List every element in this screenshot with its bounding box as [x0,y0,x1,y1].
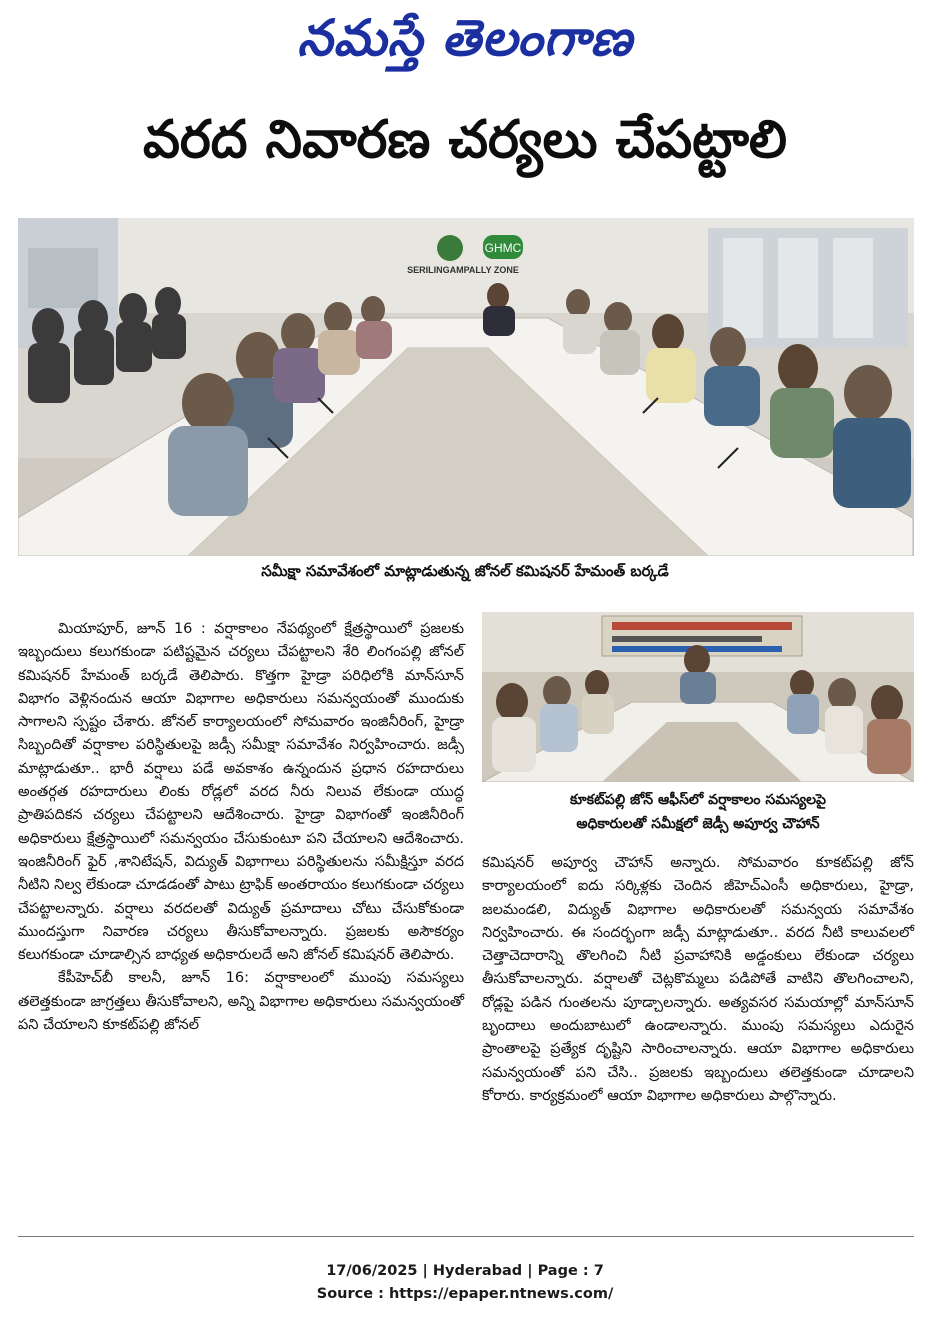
article-paragraph: కమిషనర్ అపూర్వ చౌహాన్ అన్నారు. సోమవారం కూకట్‌పల్లి జోన్ కార్యాలయంలో ఐదు సర్కిళ్లకు చెందిన జీహెచ్‌ఎంసీ అధికారులు, హైడ్రా, జలమండలి, విద్యుత్ విభాగాల అధికారులతో సమన్వయ సమావేశం నిర్వహించారు. ఈ సందర్భంగా జడ్సీ మాట్లాడుతూ.. వరద నీటి కాలువలలో చెత్తాచెదారాన్ని తొలగించి నీటి ప్రవాహానికి అడ్డంకులు లేకుండా చర్యలు తీసుకోవాలన్నారు. వర్షాలతో చెట్లకొమ్మలు పడిపోతే వాటిని తొలగించాలని, రోడ్లపై పడిన గుంతలను పూడ్చాలన్నారు. అత్యవసర సమయాల్లో మాన్‌సూన్ బృందాలు అందుబాటులో ఉండాలన్నారు. ముంపు సమస్యలు ఎదురైన ప్రాంతాలపై ప్రత్యేక దృష్టిని సారించాలన్నారు. ఆయా విభాగాల అధికారులు సమన్వయంతో పని చేసి.. ప్రజలకు ఇబ్బందులు తలెత్తకుండా చూడాలని కోరారు. కార్యక్రమంలో ఆయా విభాగాల అధికారులు పాల్గొన్నారు. [482,855,914,1104]
main-photo-caption: సమీక్షా సమావేశంలో మాట్లాడుతున్న జోనల్ కమిషనర్ హేమంత్ బర్కడే [261,562,669,580]
ghmc-logo: GHMC [484,241,522,255]
article-paragraph: కేపీహెచ్‌బీ కాలనీ, జూన్ 16: వర్షాకాలంలో ముంపు సమస్యలు తలెత్తకుండా జాగ్రత్తలు తీసుకోవాలని, అన్ని విభాగాల అధికారులు సమన్వయంతో పని చేయాలని కూకట్‌పల్లి జోనల్ [18,970,464,1034]
footer-date-line: 17/06/2025 | Hyderabad | Page : 7 [326,1263,604,1279]
kukatpally-meeting-photo [482,612,914,782]
side-caption-line1: కూకట్‌పల్లి జోన్ ఆఫీస్‌లో వర్షాకాలం సమస్యలపై [570,792,826,808]
headline: వరద నివారణ చర్యలు చేపట్టాలి [142,110,788,170]
side-caption-line2: అధికారులతో సమీక్షలో జెడ్సీ అపూర్వ చౌహాన్ [576,816,820,832]
side-photo-caption [482,788,914,836]
footer-divider [18,1236,914,1237]
article-column-right [482,852,914,1108]
article-column-left [18,618,464,1037]
footer-source-line: Source : https://epaper.ntnews.com/ [316,1286,614,1302]
zone-label: SERILINGAMPALLY ZONE [407,265,519,275]
article-paragraph: మియాపూర్, జూన్ 16 : వర్షాకాలం నేపథ్యంలో క్షేత్రస్థాయిలో ప్రజలకు ఇబ్బందులు కలుగకుండా పటిష్టమైన చర్యలు చేపట్టాలని శేరి లింగంపల్లి జోనల్ కమిషనర్ హేమంత్ బర్కడే తెలిపారు. కొత్తగా హైడ్రా పరిధిలోకి మాన్‌సూన్ విభాగం వెళ్లినందున ఆయా విభాగాల అధికారులు సమన్వయంతో ముందుకు సాగాలని స్పష్టం చేశారు. జోనల్ కార్యాలయంలో సోమవారం ఇంజినీరింగ్, హైడ్రా సిబ్బందితో వర్షాకాల పరిస్థితులపై జడ్సీ సమీక్షా సమావేశం నిర్వహించారు. జడ్సీ మాట్లాడుతూ.. భారీ వర్షాలు పడే అవకాశం ఉన్నందున ప్రధాన రహదారులు అంతర్గత రహదారులు లింకు రోడ్లలో వరద నీరు నిలువ లేకుండా యుద్ధ ప్రాతిపదికన చర్యలు చేపట్టాలని ఆదేశించారు. హైడ్రా విభాగంతో ఇంజినీరింగ్ అధికారులు క్షేత్రస్థాయిలో సమన్వయం చేసుకుంటూ పని చేయాలని ఆదేశించారు. ఇంజినీరింగ్ ఫైర్ ,శానిటేషన్, విద్యుత్ విభాగాలు పరిస్థితులను సమీక్షిస్తూ వరద నీటిని నిల్వ లేకుండా చూడడంతో పాటు ట్రాఫిక్ అంతరాయం కలుగకుండా చర్యలు చేపట్టాలన్నారు. వర్షాలు వరదలతో విద్యుత్ ప్రమాదాలు చోటు చేసుకోకుండా ముందస్తుగా నివారణ చర్యలు తీసుకోవాలన్నారు. ప్రజలకు అసౌకర్యం కలుగకుండా చూడాల్సిన బాధ్యత అధికారులదే అని జోనల్ కమిషనర్ తెలిపారు. [18,621,464,964]
masthead-title: నమస్తే తెలంగాణ [297,8,633,67]
meeting-photo [18,218,914,556]
